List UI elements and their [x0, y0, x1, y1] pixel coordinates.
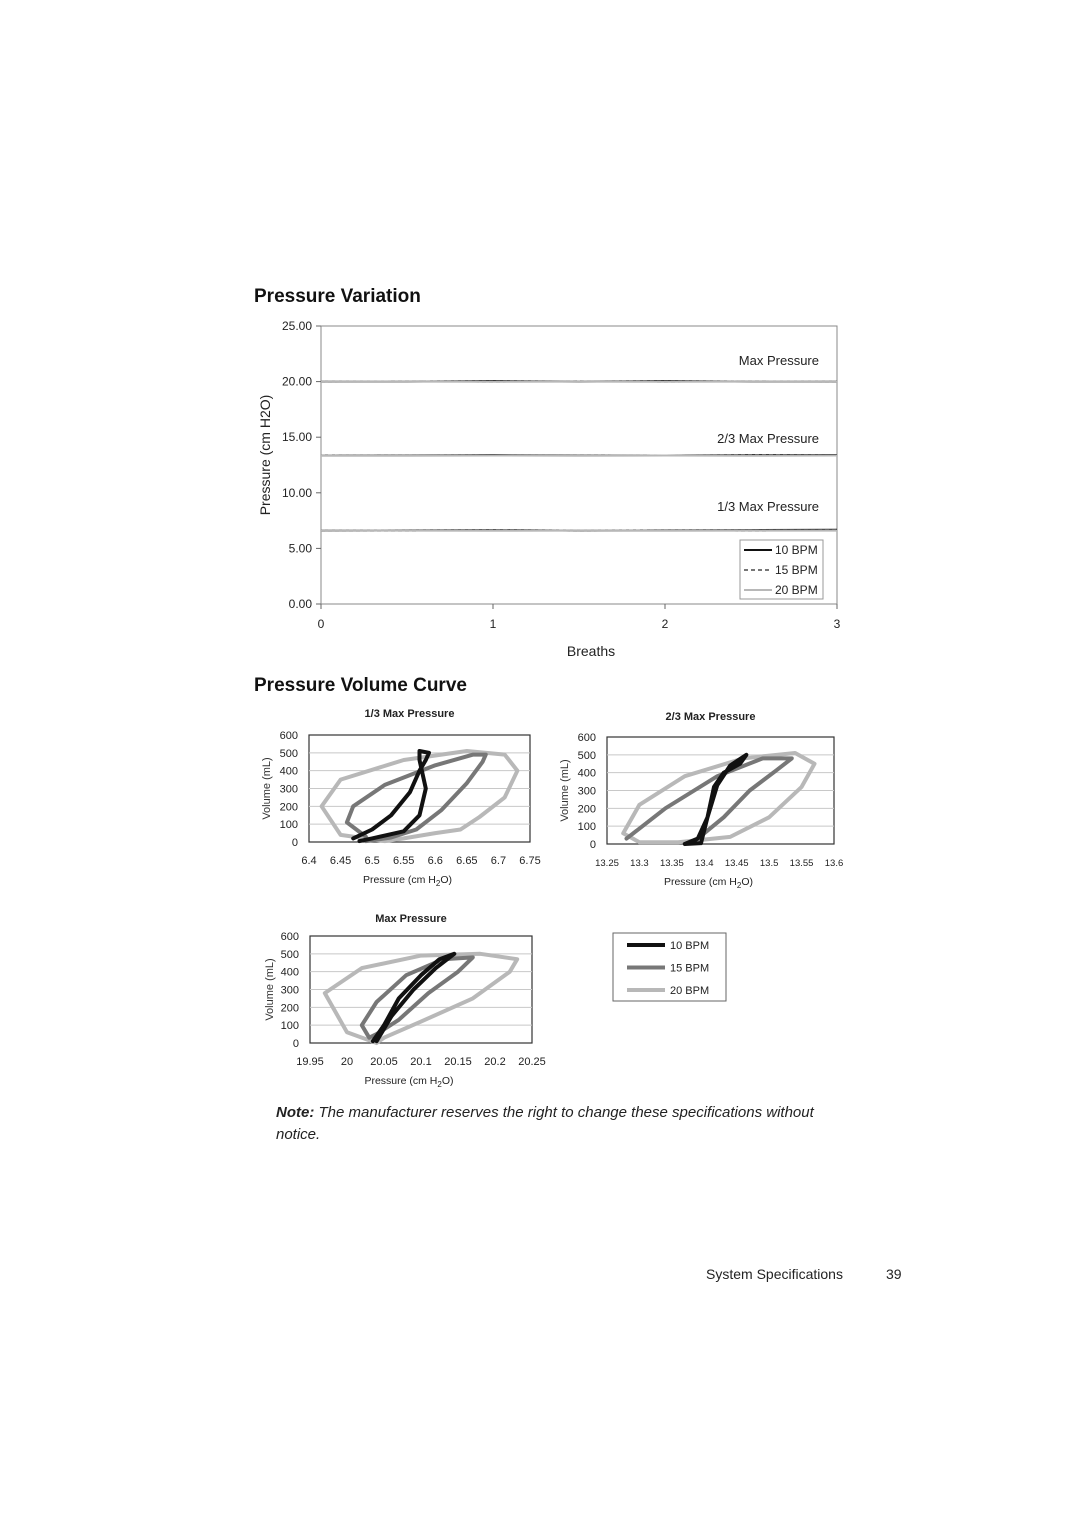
x-tick-label: 2 — [661, 617, 669, 631]
pv-y-tick-label: 200 — [279, 801, 298, 814]
pv-legend-label: 20 BPM — [670, 985, 710, 997]
level-annotation: 2/3 Max Pressure — [717, 431, 819, 446]
pv-chart-title: Max Pressure — [375, 913, 447, 925]
pv-y-tick-label: 200 — [280, 1002, 299, 1015]
pv-y-tick-label: 100 — [577, 821, 596, 834]
pv-y-tick-label: 500 — [279, 747, 298, 760]
level-annotation: 1/3 Max Pressure — [717, 499, 819, 514]
pv-y-tick-label: 0 — [292, 1038, 299, 1050]
pv-x-tick-label: 20.05 — [370, 1056, 398, 1068]
pv-y-tick-label: 300 — [577, 785, 596, 798]
pv-x-tick-label: 13.6 — [824, 858, 844, 869]
page-number: 39 — [886, 1266, 902, 1282]
y-tick-label: 5.00 — [288, 541, 312, 556]
pv-x-tick-label: 13.45 — [724, 858, 749, 869]
y-tick-label: 20.00 — [281, 374, 312, 389]
pv-y-tick-label: 300 — [279, 783, 298, 796]
x-tick-label: 3 — [833, 617, 841, 631]
legend-label: 20 BPM — [775, 583, 818, 597]
pv-x-tick-label: 13.35 — [659, 858, 684, 869]
x-axis-label: Breaths — [566, 643, 616, 659]
pv-x-tick-label: 13.25 — [595, 858, 619, 869]
pv-x-tick-label: 13.55 — [789, 858, 814, 869]
pressure-variation-title: Pressure Variation — [254, 286, 421, 307]
y-tick-label: 10.00 — [281, 485, 312, 500]
pv-x-tick-label: 20 — [340, 1056, 354, 1068]
pv-x-axis-label: Pressure (cm $H_2O$) — [362, 874, 453, 888]
note-label: Note: — [276, 1104, 315, 1121]
pv-y-tick-label: 0 — [291, 837, 298, 849]
x-tick-label: 0 — [317, 617, 325, 631]
pv-y-tick-label: 0 — [589, 839, 596, 851]
pv-y-tick-label: 200 — [577, 803, 596, 816]
pv-y-axis-label: Volume (mL) — [264, 958, 276, 1021]
pv-y-tick-label: 500 — [280, 948, 299, 961]
pv-y-tick-label: 400 — [577, 767, 596, 780]
pv-y-tick-label: 300 — [280, 984, 299, 997]
pv-y-tick-label: 600 — [280, 931, 299, 943]
pv-x-tick-label: 19.95 — [296, 1056, 324, 1068]
pressure-volume-curve-title: Pressure Volume Curve — [254, 675, 467, 696]
pv-y-tick-label: 400 — [280, 966, 299, 979]
pv-x-tick-label: 20.15 — [444, 1056, 472, 1068]
y-tick-label: 0.00 — [288, 597, 312, 611]
pv-x-tick-label: 6.55 — [393, 855, 415, 867]
y-tick-label: 15.00 — [281, 430, 312, 445]
pv-y-tick-label: 500 — [577, 749, 596, 762]
pv-y-tick-label: 100 — [280, 1020, 299, 1033]
pv-x-tick-label: 6.7 — [490, 855, 507, 867]
pv-x-tick-label: 6.6 — [427, 855, 443, 867]
specification-note — [276, 1102, 836, 1146]
footer-section-name: System Specifications — [706, 1266, 843, 1282]
pv-x-tick-label: 13.4 — [695, 858, 714, 869]
pv-x-tick-label: 20.1 — [410, 1056, 432, 1068]
pv-y-tick-label: 600 — [279, 730, 298, 742]
pv-legend-label: 15 BPM — [670, 962, 710, 975]
pv-y-tick-label: 600 — [577, 732, 596, 744]
pv-x-tick-label: 13.5 — [759, 858, 779, 869]
pv-x-tick-label: 6.75 — [519, 855, 541, 867]
note-text: The manufacturer reserves the right to change these specifications without notice. — [276, 1104, 814, 1143]
legend-label: 10 BPM — [775, 543, 818, 557]
level-annotation: Max Pressure — [738, 353, 819, 368]
pv-x-tick-label: 6.65 — [456, 855, 478, 867]
pv-x-tick-label: 20.2 — [484, 1056, 506, 1068]
pv-legend-label: 10 BPM — [670, 940, 710, 952]
pv-y-axis-label: Volume (mL) — [559, 759, 571, 822]
pv-x-tick-label: 6.4 — [301, 855, 317, 867]
x-tick-label: 1 — [489, 617, 497, 631]
pv-x-axis-label: Pressure (cm $H_2O$) — [663, 876, 754, 890]
y-tick-label: 25.00 — [281, 319, 312, 333]
pv-x-axis-label: Pressure (cm $H_2O$) — [364, 1075, 454, 1089]
pv-chart-title: 2/3 Max Pressure — [665, 711, 756, 723]
pv-x-tick-label: 6.45 — [329, 855, 352, 867]
pv-x-tick-label: 20.25 — [518, 1056, 546, 1068]
y-axis-label: Pressure (cm H2O) — [257, 394, 273, 516]
pv-x-tick-label: 13.3 — [630, 858, 649, 869]
pv-y-tick-label: 400 — [279, 765, 298, 778]
pv-y-tick-label: 100 — [279, 819, 298, 832]
pv-x-tick-label: 6.5 — [364, 855, 380, 867]
legend-label: 15 BPM — [775, 563, 818, 577]
pv-chart-title: 1/3 Max Pressure — [364, 708, 455, 720]
pv-y-axis-label: Volume (mL) — [261, 757, 273, 820]
